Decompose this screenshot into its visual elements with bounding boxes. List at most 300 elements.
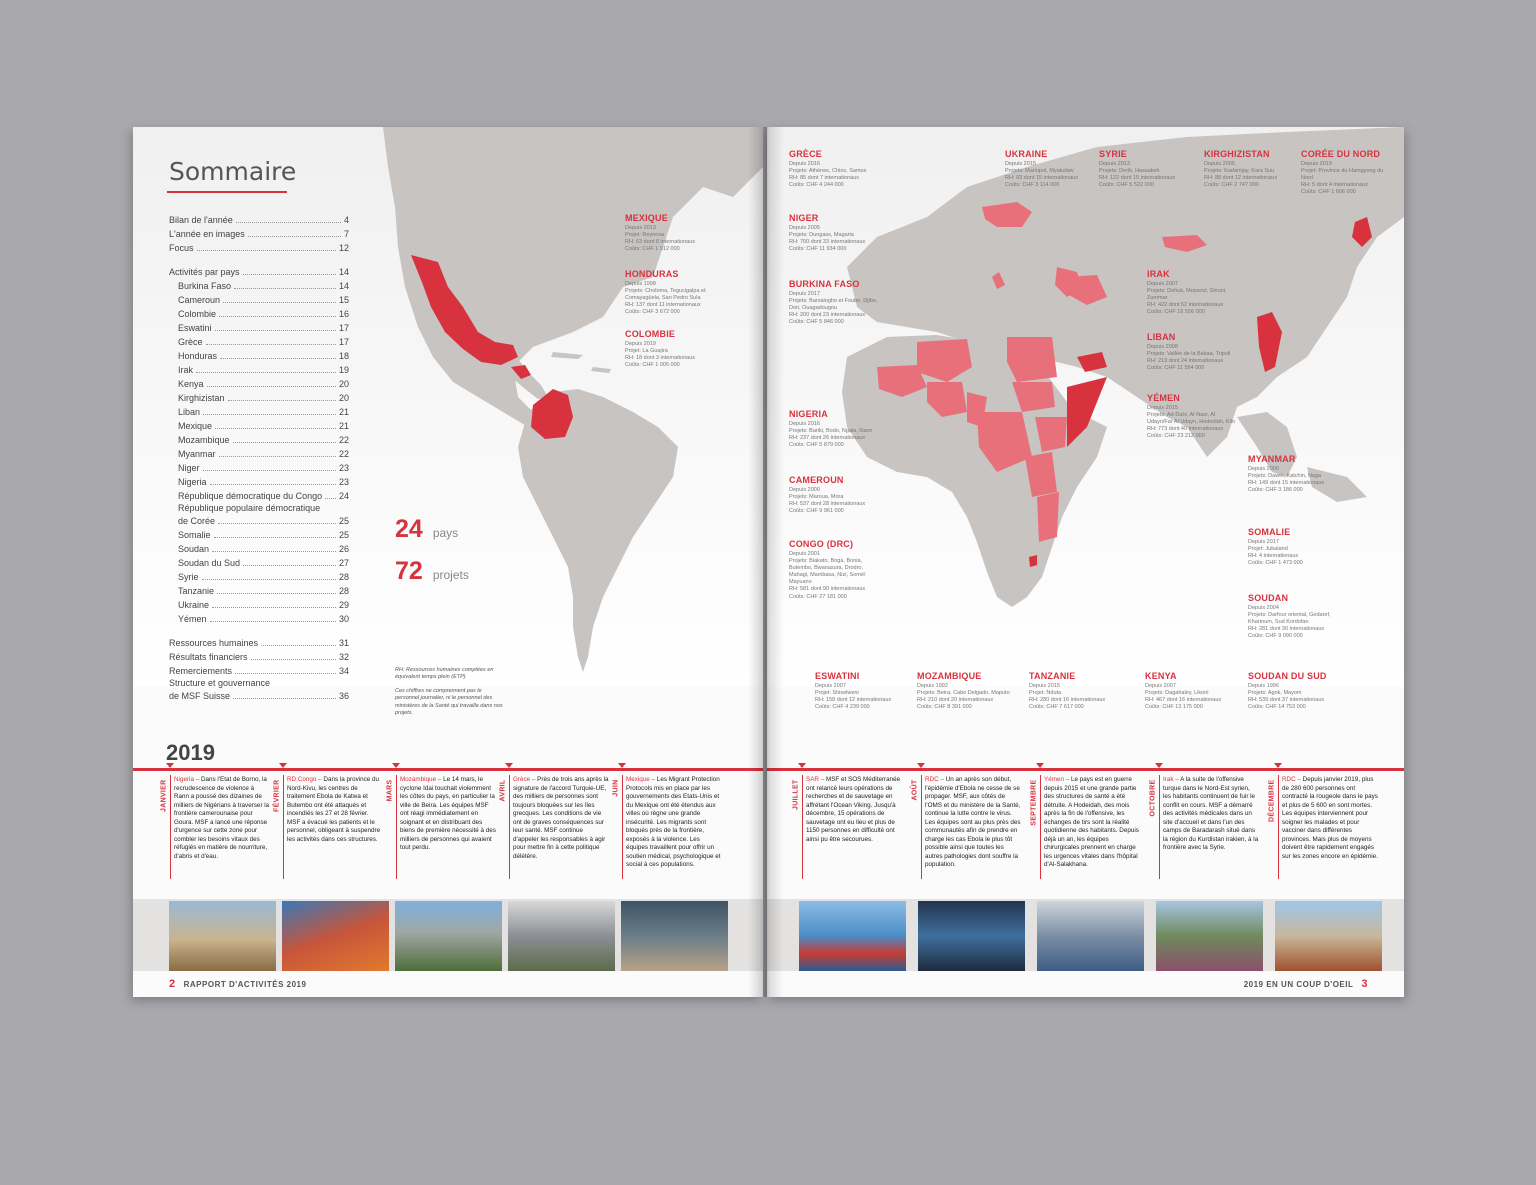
timeline-text [1044, 776, 1140, 870]
timeline-marker [505, 763, 513, 768]
footer-title: RAPPORT D'ACTIVITÉS 2019 [183, 980, 307, 989]
footer-right [1244, 978, 1376, 990]
toc-row[interactable] [169, 650, 349, 664]
timeline-marker [917, 763, 925, 768]
country-name: NIGER [789, 213, 819, 223]
footnote-line-1: RH: Ressources humaines comptées en équivalent temps plein (ETP) [395, 667, 494, 681]
timeline-month [385, 781, 395, 877]
toc-dots [243, 265, 336, 275]
country-detail: Coûts: CHF 8 391 000 [917, 704, 972, 711]
toc-page: 28 [338, 572, 349, 582]
toc-row[interactable] [169, 293, 349, 307]
toc-label: Mozambique [178, 435, 230, 445]
toc-label: République populaire démocratique [178, 503, 321, 513]
country-detail: RH: 63 dont 8 internationaux [625, 238, 696, 245]
country-detail: Coûts: CHF 7 617 000 [1029, 704, 1084, 711]
timeline-line [133, 768, 763, 771]
timeline-text [806, 776, 902, 844]
toc-row[interactable] [169, 636, 349, 650]
country-detail: Depuis 2005 [789, 224, 820, 231]
toc-row[interactable] [169, 503, 349, 514]
toc-title: Sommaire [169, 157, 297, 186]
toc-label: Niger [178, 463, 200, 473]
timeline-separator [283, 775, 284, 879]
country-detail: Coûts: CHF 13 175 000 [1145, 704, 1203, 711]
toc-row[interactable] [169, 419, 349, 433]
toc-row[interactable] [169, 391, 349, 405]
country-label [1147, 269, 1242, 316]
toc-row[interactable] [169, 227, 349, 241]
country-detail: RH: 200 dont 23 internationaux [789, 312, 866, 319]
toc-row[interactable] [169, 489, 349, 503]
right-page [767, 127, 1404, 997]
country-detail: Depuis 2007 [815, 682, 846, 689]
toc-dots [218, 514, 336, 524]
toc-page: 17 [338, 323, 349, 333]
country-detail: Depuis 2017 [1248, 538, 1279, 545]
month-label: JANVIER [160, 779, 168, 812]
toc-label: Irak [178, 365, 194, 375]
country-detail: Coûts: CHF 4 239 000 [815, 704, 870, 711]
toc-page: 28 [338, 586, 349, 596]
country-detail: Projets: Dagahaley, Likoni [1145, 689, 1209, 696]
timeline-lead: Mexique – [626, 776, 656, 783]
toc-label: Soudan [178, 544, 210, 554]
toc-row[interactable] [169, 241, 349, 255]
timeline-month [1029, 781, 1039, 877]
toc-page: 17 [338, 337, 349, 347]
country-name: CAMEROUN [789, 475, 844, 485]
country-name: MEXIQUE [625, 213, 668, 223]
country-detail: RH: 280 dont 16 internationaux [1029, 696, 1106, 703]
left-page [133, 127, 763, 997]
toc-dots [228, 391, 336, 401]
country-detail: Coûts: CHF 11 934 000 [789, 246, 847, 253]
timeline-month [791, 781, 801, 877]
toc-dots [236, 213, 341, 223]
country-detail: Projet: Reynosa [625, 231, 665, 238]
country-detail: Coûts: CHF 1 912 000 [625, 246, 680, 253]
country-name: SOUDAN DU SUD [1248, 671, 1327, 681]
timeline-entry [1148, 775, 1261, 883]
timeline-separator [170, 775, 171, 879]
country-detail: Projets: Biakato, Boga, Bonia, Butembo, Bwanasura, Drodro, Mahagi, Mambasa, Nizi, Somé/ Mayuano [789, 557, 866, 586]
country-label [789, 539, 884, 601]
timeline-month [1267, 781, 1277, 877]
toc-label: Mexique [178, 421, 213, 431]
toc-underline [167, 191, 287, 193]
country-detail: Depuis 2000 [789, 486, 820, 493]
country-detail: Projet: Shiselweni [815, 689, 859, 696]
country-label [917, 671, 1012, 711]
toc-page: 23 [338, 463, 349, 473]
timeline-entry [910, 775, 1023, 883]
toc-row[interactable] [169, 321, 349, 335]
toc-page: 20 [338, 393, 349, 403]
timeline-separator [396, 775, 397, 879]
toc-label: Myanmar [178, 449, 216, 459]
country-detail: Coûts: CHF 11 554 000 [1147, 365, 1205, 372]
toc-dots [210, 475, 336, 485]
country-detail: RH: 700 dont 33 internationaux [789, 238, 866, 245]
country-label [1147, 393, 1242, 440]
toc-page: 20 [338, 379, 349, 389]
country-detail: Depuis 2008 [1147, 343, 1178, 350]
month-label: SEPTEMBRE [1030, 779, 1038, 826]
toc-row[interactable] [169, 335, 349, 349]
country-label [1248, 671, 1343, 711]
timeline-photo [282, 901, 389, 971]
timeline-text [287, 776, 383, 844]
toc-label: Nigeria [178, 477, 207, 487]
toc-label: République démocratique du Congo [178, 491, 323, 501]
country-detail: RH: 539 dont 37 internationaux [1248, 696, 1325, 703]
country-detail: Coûts: CHF 3 186 000 [1248, 487, 1303, 494]
toc-annex-list [169, 636, 349, 703]
country-name: MOZAMBIQUE [917, 671, 982, 681]
country-detail: Coûts: CHF 2 747 000 [1204, 182, 1259, 189]
month-label: FÉVRIER [273, 779, 281, 812]
toc-row[interactable] [169, 279, 349, 293]
timeline-entry [1267, 775, 1380, 883]
toc-dots [234, 279, 336, 289]
country-label [789, 409, 884, 449]
country-label [789, 149, 884, 189]
toc-row[interactable] [169, 307, 349, 321]
toc-row[interactable] [169, 528, 349, 542]
timeline-body: Depuis janvier 2019, plus de 280 600 personnes ont contracté la rougeole dans le pays et plus de 5 600 en sont mortes. Les équipes interviennent pour soigner les malades et pour vacciner dans différentes provinces. Mais plus de moyens doivent être rapidement engagés sur les zones encore en épidémie. [1282, 776, 1378, 860]
toc-label: Somalie [178, 530, 211, 540]
timeline-separator [802, 775, 803, 879]
timeline-entry [272, 775, 385, 883]
toc-row[interactable] [169, 461, 349, 475]
timeline-text [626, 776, 722, 870]
toc-label: Kenya [178, 379, 204, 389]
toc-label: L'année en images [169, 229, 245, 239]
country-name: MYANMAR [1248, 454, 1296, 464]
country-detail: Coûts: CHF 3 114 000 [1005, 182, 1060, 189]
country-label [1005, 149, 1100, 189]
toc-label: Cameroun [178, 295, 221, 305]
country-detail: Depuis 2005 [1204, 160, 1235, 167]
timeline-separator [622, 775, 623, 879]
toc-row[interactable] [169, 363, 349, 377]
timeline-body: A la suite de l'offensive turque dans le Nord-Est syrien, les habitants continuent de fuir le conflit en cours. MSF a démarré des activités médicales dans un site d'accueil et dans l'un des camps de Baradarash situé dans la région du Kurdistan irakien, à la frontière avec la Syrie. [1163, 776, 1259, 851]
timeline-lead: RDC – [1282, 776, 1301, 783]
country-label [1248, 593, 1343, 640]
toc-label: Bilan de l'année [169, 215, 233, 225]
country-detail: Depuis 2019 [1301, 160, 1332, 167]
timeline-marker [166, 763, 174, 768]
stat-pays-value: 24 [395, 515, 423, 543]
country-label [1099, 149, 1194, 189]
toc-dots [196, 363, 336, 373]
timeline-lead: Mozambique – [400, 776, 442, 783]
timeline-photo [508, 901, 615, 971]
toc-label: Résultats financiers [169, 652, 248, 662]
country-label [1145, 671, 1240, 711]
timeline-marker [798, 763, 806, 768]
country-name: NIGERIA [789, 409, 828, 419]
timeline-entry [611, 775, 724, 883]
toc-label: Focus [169, 243, 194, 253]
timeline-entry [385, 775, 498, 883]
toc-dots [215, 321, 336, 331]
toc-page: 7 [343, 229, 349, 239]
toc-dots [233, 689, 336, 699]
country-detail: RH: 773 dont 40 internationaux [1147, 426, 1224, 433]
country-detail: Coûts: CHF 5 522 000 [1099, 182, 1154, 189]
timeline-body: Les Migrant Protection Protocols mis en place par les gouvernements des Etats-Unis et du Mexique ont été étendus aux villes où règne une grande insécurité. Les migrants sont bloqués près de la frontière, exposés à la violence. Les équipes travaillent pour offrir un soutien médical, psychologique et social à ces populations. [626, 776, 721, 868]
country-detail: RH: 537 dont 28 internationaux [789, 500, 866, 507]
country-label [1301, 149, 1396, 196]
country-detail: Depuis 1998 [625, 280, 656, 287]
toc-row[interactable] [169, 447, 349, 461]
toc-row[interactable] [169, 349, 349, 363]
stat-projets [395, 557, 469, 586]
country-detail: Depuis 2017 [789, 290, 820, 297]
timeline-text [513, 776, 609, 861]
toc-dots [223, 293, 336, 303]
country-detail: Depuis 2019 [625, 340, 656, 347]
country-detail: Projets: Beira, Cabo Delgado, Maputo [917, 689, 1010, 696]
toc-label: Grèce [178, 337, 203, 347]
toc-label: Eswatini [178, 323, 212, 333]
toc-page: 30 [338, 614, 349, 624]
page-number: 2 [169, 978, 176, 990]
country-detail: RH: 88 dont 12 internationaux [1204, 174, 1278, 181]
timeline-photo [169, 901, 276, 971]
country-label [1147, 332, 1242, 372]
country-detail: Depuis 1996 [1248, 682, 1279, 689]
timeline-marker [1155, 763, 1163, 768]
toc-dots [210, 612, 336, 622]
country-name: KIRGHIZISTAN [1204, 149, 1270, 159]
country-name: HONDURAS [625, 269, 679, 279]
timeline-photo [799, 901, 906, 971]
toc-row[interactable] [169, 475, 349, 489]
country-detail: Coûts: CHF 5 846 000 [789, 319, 844, 326]
toc-dots [214, 528, 336, 538]
footer-left [161, 978, 306, 990]
toc-dots [233, 433, 336, 443]
month-label: MARS [386, 779, 394, 802]
country-detail: Projets: Dungass, Magaria [789, 231, 854, 238]
timeline-month [910, 781, 920, 877]
toc-row[interactable] [169, 678, 349, 689]
country-detail: Projet: Province du Hamgyong du Nord [1301, 167, 1384, 181]
country-label [789, 279, 884, 326]
toc-row[interactable] [169, 664, 349, 678]
toc-dots [219, 307, 336, 317]
country-detail: Projets: Maroua, Mora [789, 493, 844, 500]
toc-label: Activités par pays [169, 267, 240, 277]
toc-label: de MSF Suisse [169, 691, 231, 701]
timeline-text [1163, 776, 1259, 853]
country-detail: Depuis 2007 [1145, 682, 1176, 689]
toc-dots [212, 598, 336, 608]
toc-page: 25 [338, 516, 349, 526]
country-detail: RH: 4 internationaux [1248, 552, 1299, 559]
country-label [1204, 149, 1299, 189]
stat-projets-label: projets [432, 568, 469, 582]
toc-row[interactable] [169, 433, 349, 447]
toc-label: Kirghizistan [178, 393, 225, 403]
country-detail: Projets: Mariupol, Myakolaiv [1005, 167, 1074, 174]
toc-label: Syrie [178, 572, 199, 582]
timeline-separator [1040, 775, 1041, 879]
toc-dots [207, 377, 336, 387]
toc-label: Honduras [178, 351, 218, 361]
toc-row[interactable] [169, 265, 349, 279]
month-label: JUILLET [792, 779, 800, 810]
country-name: IRAK [1147, 269, 1170, 279]
toc-page: 21 [338, 407, 349, 417]
toc-country-list [169, 279, 349, 626]
country-detail: Projets: Derik, Hassakeh [1099, 167, 1160, 174]
country-name: SYRIE [1099, 149, 1128, 159]
toc-dots [197, 241, 336, 251]
toc-page: 24 [338, 491, 349, 501]
country-detail: Depuis 2015 [1005, 160, 1036, 167]
toc-row[interactable] [169, 570, 349, 584]
toc-row[interactable] [169, 598, 349, 612]
stat-pays [395, 515, 458, 544]
toc-dots [251, 650, 336, 660]
toc-dots [202, 570, 336, 580]
timeline-body: MSF et SOS Méditerranée ont relancé leurs opérations de recherches et de sauvetage en affrétant l'Ocean Viking. Jusqu'à décembre, 15 opérations de sauvetage ont eu lieu et plus de 1150 personnes en difficulté ont ainsi pu être secourues. [806, 776, 901, 843]
toc-row[interactable] [169, 377, 349, 391]
country-detail: Depuis 2015 [1029, 682, 1060, 689]
timeline-entry [1029, 775, 1142, 883]
toc-label: Yémen [178, 614, 207, 624]
toc-label: Ressources humaines [169, 638, 259, 648]
timeline-photo [1037, 901, 1144, 971]
toc-page: 4 [343, 215, 349, 225]
country-detail: Projets: Kadamjay, Kara Suu [1204, 167, 1275, 174]
country-detail: Projets: Vallée de la Bekaa, Tripoli [1147, 350, 1231, 357]
timeline-marker [618, 763, 626, 768]
country-label [625, 269, 720, 316]
country-name: TANZANIE [1029, 671, 1076, 681]
footnote-line-2: Ces chiffres ne comprennent pas le personnel journalier, ni le personnel des ministères de la Santé qui travaille dans nos projets. [395, 687, 503, 717]
stat-projets-value: 72 [395, 557, 423, 585]
country-detail: Projets: Darfour oriental, Gedaref, Khartoum, Sud Kordofan [1248, 611, 1331, 625]
timeline-text [174, 776, 270, 861]
country-label [625, 213, 720, 253]
toc-page: 18 [338, 351, 349, 361]
timeline-marker [392, 763, 400, 768]
timeline-photo [1275, 901, 1382, 971]
toc-row[interactable] [169, 405, 349, 419]
country-label [815, 671, 910, 711]
timeline-separator [509, 775, 510, 879]
timeline-line [767, 768, 1404, 771]
toc-dots [203, 461, 336, 471]
country-label [789, 213, 884, 253]
country-detail: RH: 93 dont 15 internationaux [1005, 174, 1079, 181]
timeline-month [611, 781, 621, 877]
country-detail: Coûts: CHF 1 005 000 [625, 362, 680, 369]
country-detail: Coûts: CHF 27 181 000 [789, 593, 847, 600]
country-detail: Coûts: CHF 9 961 000 [789, 508, 844, 515]
country-name: LIBAN [1147, 332, 1176, 342]
table-of-contents [169, 213, 349, 703]
country-detail: Depuis 2007 [1147, 280, 1178, 287]
country-detail: Projet: Jubaland [1248, 545, 1288, 552]
timeline-month [272, 781, 282, 877]
timeline-body: Un an après son début, l'épidémie d'Ebola ne cesse de se propager. MSF, aux côtés de l'OMS et du ministère de la Santé, continue la lutte contre le virus. Les équipes sont au plus près des communautés afin de prendre en charge les cas Ebola le plus tôt possible ainsi que toutes les autres pathologies dont souffre la population. [925, 776, 1021, 868]
country-detail: Coûts: CHF 3 672 000 [625, 309, 680, 316]
toc-page: 31 [338, 638, 349, 648]
timeline-lead: RD Congo – [287, 776, 322, 783]
country-detail: Projets: Dawei, Katchin, Naga [1248, 472, 1322, 479]
toc-row[interactable] [169, 584, 349, 598]
toc-row[interactable] [169, 556, 349, 570]
country-detail: Coûts: CHF 1 606 000 [1301, 189, 1356, 196]
timeline-body: Près de trois ans après la signature de l'accord Turquie-UE, des milliers de personnes sont toujours bloquées sur les îles grecques. Les conditions de vie ont de graves conséquences sur leur santé. MSF continue d'appeler les responsables à agir pour mettre fin à cette politique délétère. [513, 776, 609, 860]
toc-dots [215, 419, 336, 429]
toc-page: 21 [338, 421, 349, 431]
country-name: CORÉE DU NORD [1301, 149, 1381, 159]
toc-label: Soudan du Sud [178, 558, 241, 568]
toc-label: Tanzanie [178, 586, 215, 596]
toc-page: 25 [338, 530, 349, 540]
country-name: BURKINA FASO [789, 279, 860, 289]
toc-page: 32 [338, 652, 349, 662]
timeline-photo [918, 901, 1025, 971]
toc-row[interactable] [169, 542, 349, 556]
country-name: CONGO (DRC) [789, 539, 854, 549]
toc-dots [203, 405, 336, 415]
timeline-marker [1036, 763, 1044, 768]
timeline-photo [621, 901, 728, 971]
country-detail: Coûts: CHF 23 212 000 [1147, 433, 1205, 440]
toc-dots [243, 556, 336, 566]
country-name: UKRAINE [1005, 149, 1048, 159]
toc-dots [325, 489, 336, 499]
country-detail: Depuis 2015 [1147, 404, 1178, 411]
country-detail: Depuis 2013 [625, 224, 656, 231]
country-detail: Coûts: CHF 14 753 000 [1248, 704, 1306, 711]
toc-page: 22 [338, 449, 349, 459]
country-name: GRÈCE [789, 149, 823, 159]
country-detail: RH: 422 dont 52 internationaux [1147, 302, 1224, 309]
toc-row[interactable] [169, 689, 349, 703]
country-detail: Coûts: CHF 5 879 000 [789, 442, 844, 449]
timeline-entry [791, 775, 904, 883]
toc-label: Colombie [178, 309, 217, 319]
toc-row[interactable] [169, 514, 349, 528]
country-detail: Projet: Nduta [1029, 689, 1062, 696]
toc-page: 12 [338, 243, 349, 253]
country-detail: RH: 137 dont 11 internationaux [625, 302, 701, 309]
timeline-marker [1274, 763, 1282, 768]
country-detail: Projets: Athènes, Chios, Samos [789, 167, 867, 174]
toc-row[interactable] [169, 612, 349, 626]
timeline-lead: Irak – [1163, 776, 1179, 783]
timeline-lead: Nigeria – [174, 776, 200, 783]
toc-page: 14 [338, 267, 349, 277]
country-detail: RH: 210 dont 20 internationaux [917, 696, 994, 703]
toc-dots [206, 335, 336, 345]
toc-row[interactable] [169, 213, 349, 227]
country-detail: RH: 18 dont 3 internationaux [625, 354, 696, 361]
country-label [625, 329, 720, 369]
country-detail: Depuis 2004 [1248, 604, 1279, 611]
month-label: AVRIL [499, 779, 507, 802]
country-detail: Depuis 1992 [917, 682, 948, 689]
